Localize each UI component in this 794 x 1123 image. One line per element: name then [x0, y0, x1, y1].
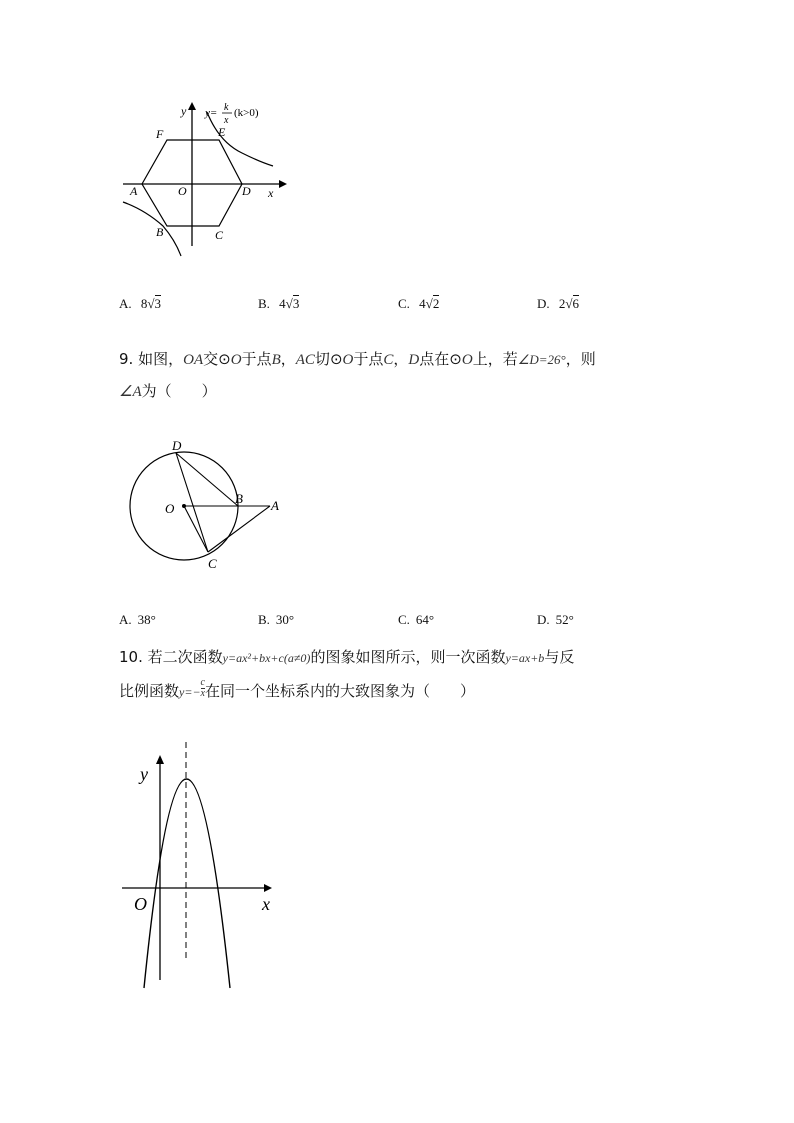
parabola-curve: [144, 779, 230, 988]
label-y: y: [140, 764, 148, 784]
q8-option-c-rad: 2: [432, 296, 440, 311]
label-E: E: [218, 125, 226, 139]
hyperbola-branch-lower: [123, 202, 181, 256]
question-9-number: 9.: [119, 350, 134, 368]
parabola-figure: [118, 740, 288, 995]
circle-dot-icon: ⊙: [218, 350, 231, 368]
question-9-line-2: [119, 376, 217, 407]
q10-text: 与反: [544, 648, 575, 666]
q8-option-a-rad: 3: [154, 296, 162, 311]
label-D: D: [172, 438, 182, 453]
label-C: C: [215, 228, 224, 242]
q8-option-d-letter: D.: [537, 296, 550, 311]
q8-option-a[interactable]: [119, 296, 161, 312]
q8-option-d-coef: 2: [558, 296, 566, 311]
q9-option-b[interactable]: [258, 612, 294, 628]
x-axis-arrow: [279, 180, 287, 188]
q9-option-d[interactable]: [537, 612, 574, 628]
q8-option-b-coef: 4: [279, 296, 286, 311]
segment-oc: [184, 506, 208, 552]
q9-text: 交: [203, 350, 219, 368]
q8-option-b-rad: 3: [292, 296, 300, 311]
curve-label-y: y=: [205, 107, 218, 119]
question-10-line-1: [119, 642, 574, 673]
q9-option-c[interactable]: [398, 612, 434, 628]
q8-option-c-coef: 4: [419, 296, 426, 311]
q9-option-a[interactable]: [119, 612, 156, 628]
label-B: B: [156, 225, 164, 239]
q9-text: 于点: [241, 350, 272, 368]
q9-option-d-value: 52°: [555, 612, 574, 627]
radical-icon: √: [565, 296, 573, 311]
q9-text: 切: [314, 350, 330, 368]
q9-option-a-value: 38°: [137, 612, 156, 627]
label-B: B: [235, 491, 243, 506]
q9-text: 点在: [419, 350, 450, 368]
radical-icon: √: [147, 296, 155, 311]
curve-label-k: k: [224, 102, 229, 113]
hyperbola-branch-upper: [207, 112, 273, 166]
q9-text: 上，若: [472, 350, 518, 368]
radical-icon: √: [285, 296, 293, 311]
q9-option-b-value: 30°: [275, 612, 295, 627]
q9-text: ，: [280, 350, 296, 368]
q8-option-d-rad: 6: [572, 296, 580, 311]
question-9-line-1: [119, 344, 596, 375]
q10-text: 在同一个坐标系内的大致图象为（ ）: [205, 682, 476, 700]
label-D: D: [242, 184, 251, 198]
q9-ac: AC: [295, 352, 315, 368]
q10-inverse-x: x: [200, 688, 205, 699]
q10-text: 的图象如图所示，则一次函数: [310, 648, 506, 666]
q10-inverse-y: y=−: [179, 685, 201, 699]
label-x: x: [262, 894, 270, 914]
q9-text: 如图，: [138, 350, 184, 368]
q8-option-b[interactable]: [258, 296, 299, 312]
q10-text: 比例函数: [119, 682, 180, 700]
segment-ac: [208, 506, 270, 552]
q9-text: 于点: [353, 350, 384, 368]
q9-text: 为（ ）: [141, 382, 217, 400]
q9-oa: OA: [183, 352, 204, 368]
q9-text: ，则: [565, 350, 596, 368]
q9-angle-a: ∠A: [119, 384, 142, 400]
q8-option-b-letter: B.: [258, 296, 270, 311]
q9-o: O: [342, 352, 354, 368]
q8-option-d[interactable]: [537, 296, 579, 312]
circle-dot-icon: ⊙: [329, 350, 343, 368]
y-axis-arrow: [188, 102, 196, 110]
q9-d: D: [408, 352, 420, 368]
q9-option-d-letter: D.: [537, 612, 550, 627]
x-axis-arrow: [264, 884, 272, 892]
q10-linear: y=ax+b: [505, 651, 545, 665]
q9-option-a-letter: A.: [119, 612, 132, 627]
label-y: y: [181, 104, 187, 118]
curve-label-x: x: [224, 115, 229, 126]
label-O: O: [178, 184, 187, 198]
label-O: O: [134, 894, 147, 914]
q8-option-c[interactable]: [398, 296, 439, 312]
y-axis-arrow: [156, 755, 164, 764]
q10-text: 若二次函数: [147, 648, 223, 666]
q10-quadratic: y=ax²+bx+c(a≠0): [222, 651, 311, 665]
circle-tangent-figure: [120, 432, 300, 577]
q9-o: O: [461, 352, 473, 368]
label-C: C: [208, 556, 217, 571]
q10-inverse-c: c: [200, 677, 205, 688]
label-O: O: [165, 501, 175, 516]
hexagon-hyperbola-figure: [115, 98, 290, 263]
q9-angle-d: ∠D=26°: [517, 352, 566, 367]
q8-option-a-letter: A.: [119, 296, 132, 311]
q9-text: ，: [393, 350, 409, 368]
segment-dc: [176, 453, 208, 552]
q9-c: C: [383, 352, 394, 368]
q9-b: B: [271, 352, 281, 368]
label-x: x: [268, 186, 274, 200]
label-F: F: [156, 127, 164, 141]
circle-dot-icon: ⊙: [449, 350, 462, 368]
label-A: A: [130, 184, 138, 198]
q9-option-c-letter: C.: [398, 612, 410, 627]
question-10-number: 10.: [119, 648, 143, 666]
radical-icon: √: [425, 296, 433, 311]
q8-option-a-coef: 8: [140, 296, 148, 311]
label-A: A: [271, 498, 279, 513]
q8-option-c-letter: C.: [398, 296, 410, 311]
q9-option-b-letter: B.: [258, 612, 270, 627]
q9-option-c-value: 64°: [415, 612, 435, 627]
question-10-line-2: [119, 676, 475, 707]
center-point: [182, 504, 186, 508]
q9-o: O: [230, 352, 242, 368]
segment-db: [176, 453, 238, 506]
curve-label-condition: (k>0): [234, 107, 259, 119]
